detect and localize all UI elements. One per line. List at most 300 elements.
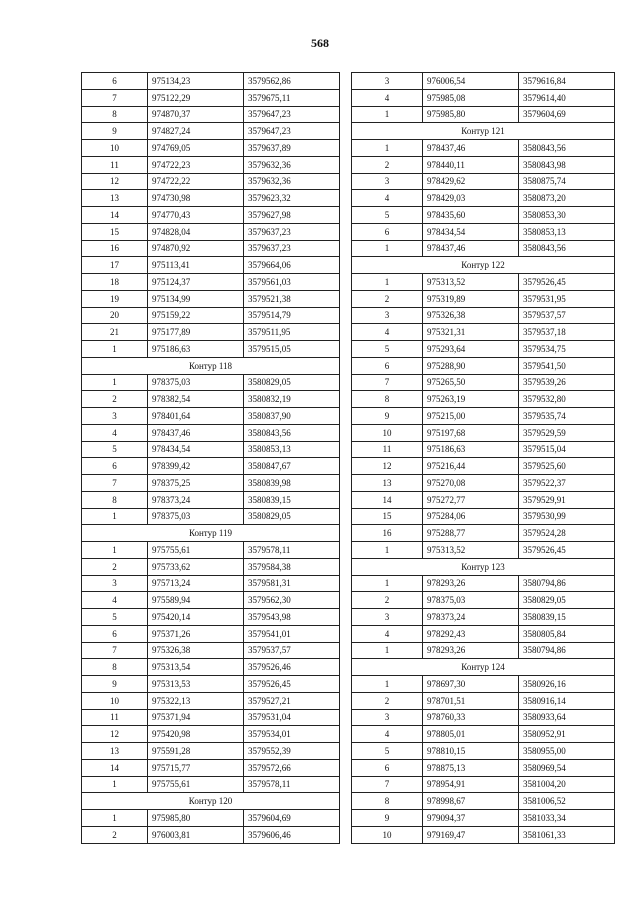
x-coordinate: 976006,54 xyxy=(423,73,519,90)
y-coordinate: 3579614,40 xyxy=(519,89,615,106)
coordinates-table-left xyxy=(81,72,340,844)
point-number: 2 xyxy=(82,391,148,408)
point-number: 5 xyxy=(352,341,423,358)
point-number: 1 xyxy=(352,106,423,123)
table-row xyxy=(82,324,340,341)
x-coordinate: 975159,22 xyxy=(148,307,244,324)
point-number: 4 xyxy=(352,625,423,642)
table-row xyxy=(352,73,615,90)
y-coordinate: 3579526,45 xyxy=(244,676,340,693)
x-coordinate: 975321,31 xyxy=(423,324,519,341)
y-coordinate: 3579637,89 xyxy=(244,140,340,157)
x-coordinate: 978429,03 xyxy=(423,190,519,207)
point-number: 4 xyxy=(82,592,148,609)
table-row xyxy=(82,140,340,157)
y-coordinate: 3579537,57 xyxy=(519,307,615,324)
table-row xyxy=(82,776,340,793)
table-row xyxy=(352,89,615,106)
point-number: 10 xyxy=(82,140,148,157)
point-number: 7 xyxy=(82,475,148,492)
y-coordinate: 3580843,56 xyxy=(519,240,615,257)
y-coordinate: 3579647,23 xyxy=(244,123,340,140)
contour-header-row xyxy=(82,357,340,374)
point-number: 3 xyxy=(352,709,423,726)
x-coordinate: 979169,47 xyxy=(423,826,519,843)
table-row xyxy=(352,290,615,307)
point-number: 7 xyxy=(352,776,423,793)
x-coordinate: 975313,53 xyxy=(148,676,244,693)
y-coordinate: 3580843,98 xyxy=(519,156,615,173)
table-row xyxy=(352,458,615,475)
table-row xyxy=(82,575,340,592)
y-coordinate: 3579537,57 xyxy=(244,642,340,659)
point-number: 6 xyxy=(82,458,148,475)
point-number: 11 xyxy=(352,441,423,458)
x-coordinate: 975420,14 xyxy=(148,609,244,626)
x-coordinate: 978293,26 xyxy=(423,575,519,592)
y-coordinate: 3579541,01 xyxy=(244,625,340,642)
y-coordinate: 3579581,31 xyxy=(244,575,340,592)
table-row xyxy=(352,625,615,642)
point-number: 1 xyxy=(82,776,148,793)
table-row xyxy=(352,207,615,224)
x-coordinate: 975186,63 xyxy=(423,441,519,458)
y-coordinate: 3580955,00 xyxy=(519,743,615,760)
table-row xyxy=(82,240,340,257)
y-coordinate: 3580847,67 xyxy=(244,458,340,475)
point-number: 1 xyxy=(352,575,423,592)
table-row xyxy=(352,190,615,207)
contour-header-row xyxy=(352,123,615,140)
table-row xyxy=(82,592,340,609)
y-coordinate: 3579535,74 xyxy=(519,408,615,425)
y-coordinate: 3579664,06 xyxy=(244,257,340,274)
y-coordinate: 3580969,54 xyxy=(519,759,615,776)
x-coordinate: 975985,80 xyxy=(148,810,244,827)
y-coordinate: 3580873,20 xyxy=(519,190,615,207)
contour-header: Контур 119 xyxy=(82,525,340,542)
x-coordinate: 978434,54 xyxy=(423,223,519,240)
x-coordinate: 975270,08 xyxy=(423,475,519,492)
x-coordinate: 978440,11 xyxy=(423,156,519,173)
x-coordinate: 975134,23 xyxy=(148,73,244,90)
point-number: 2 xyxy=(352,592,423,609)
x-coordinate: 975197,68 xyxy=(423,424,519,441)
x-coordinate: 975985,80 xyxy=(423,106,519,123)
contour-header-row xyxy=(352,257,615,274)
point-number: 1 xyxy=(352,676,423,693)
x-coordinate: 975215,00 xyxy=(423,408,519,425)
x-coordinate: 978375,25 xyxy=(148,475,244,492)
point-number: 2 xyxy=(352,692,423,709)
table-row xyxy=(352,341,615,358)
table-row xyxy=(352,307,615,324)
table-row xyxy=(82,642,340,659)
point-number: 5 xyxy=(352,743,423,760)
point-number: 1 xyxy=(82,341,148,358)
table-row xyxy=(82,341,340,358)
point-number: 1 xyxy=(352,240,423,257)
table-row xyxy=(82,73,340,90)
x-coordinate: 974769,05 xyxy=(148,140,244,157)
point-number: 3 xyxy=(352,173,423,190)
point-number: 4 xyxy=(352,89,423,106)
table-row xyxy=(82,491,340,508)
x-coordinate: 975420,98 xyxy=(148,726,244,743)
x-coordinate: 978697,30 xyxy=(423,676,519,693)
point-number: 3 xyxy=(82,575,148,592)
contour-header-row xyxy=(82,525,340,542)
table-row xyxy=(82,274,340,291)
y-coordinate: 3580832,19 xyxy=(244,391,340,408)
y-coordinate: 3580843,56 xyxy=(244,424,340,441)
y-coordinate: 3579524,28 xyxy=(519,525,615,542)
y-coordinate: 3581004,20 xyxy=(519,776,615,793)
x-coordinate: 974827,24 xyxy=(148,123,244,140)
table-row xyxy=(352,759,615,776)
y-coordinate: 3579526,46 xyxy=(244,659,340,676)
point-number: 11 xyxy=(82,156,148,173)
x-coordinate: 978701,51 xyxy=(423,692,519,709)
table-row xyxy=(82,458,340,475)
y-coordinate: 3580933,64 xyxy=(519,709,615,726)
point-number: 9 xyxy=(352,408,423,425)
point-number: 1 xyxy=(82,542,148,559)
y-coordinate: 3579511,95 xyxy=(244,324,340,341)
table-row xyxy=(82,709,340,726)
x-coordinate: 975313,52 xyxy=(423,274,519,291)
table-row xyxy=(82,625,340,642)
table-row xyxy=(352,223,615,240)
y-coordinate: 3579562,30 xyxy=(244,592,340,609)
x-coordinate: 975715,77 xyxy=(148,759,244,776)
table-row xyxy=(82,307,340,324)
x-coordinate: 975134,99 xyxy=(148,290,244,307)
x-coordinate: 975272,77 xyxy=(423,491,519,508)
y-coordinate: 3581061,33 xyxy=(519,826,615,843)
y-coordinate: 3579531,95 xyxy=(519,290,615,307)
point-number: 5 xyxy=(352,207,423,224)
point-number: 4 xyxy=(352,726,423,743)
y-coordinate: 3580843,56 xyxy=(519,140,615,157)
point-number: 1 xyxy=(352,274,423,291)
point-number: 19 xyxy=(82,290,148,307)
x-coordinate: 975589,94 xyxy=(148,592,244,609)
table-row xyxy=(352,491,615,508)
table-row xyxy=(82,826,340,843)
x-coordinate: 978293,26 xyxy=(423,642,519,659)
table-row xyxy=(82,190,340,207)
x-coordinate: 974870,37 xyxy=(148,106,244,123)
y-coordinate: 3579522,37 xyxy=(519,475,615,492)
point-number: 6 xyxy=(82,625,148,642)
table-row xyxy=(352,374,615,391)
point-number: 6 xyxy=(352,759,423,776)
point-number: 10 xyxy=(352,424,423,441)
x-coordinate: 975124,37 xyxy=(148,274,244,291)
table-row xyxy=(352,609,615,626)
point-number: 7 xyxy=(352,374,423,391)
x-coordinate: 975263,19 xyxy=(423,391,519,408)
x-coordinate: 975313,52 xyxy=(423,542,519,559)
x-coordinate: 975122,29 xyxy=(148,89,244,106)
y-coordinate: 3579578,11 xyxy=(244,776,340,793)
y-coordinate: 3579637,23 xyxy=(244,223,340,240)
table-row xyxy=(82,156,340,173)
table-row xyxy=(82,759,340,776)
table-row xyxy=(352,525,615,542)
contour-header: Контур 120 xyxy=(82,793,340,810)
y-coordinate: 3579532,80 xyxy=(519,391,615,408)
point-number: 15 xyxy=(352,508,423,525)
x-coordinate: 975326,38 xyxy=(423,307,519,324)
point-number: 3 xyxy=(352,307,423,324)
y-coordinate: 3579529,91 xyxy=(519,491,615,508)
point-number: 6 xyxy=(352,223,423,240)
point-number: 14 xyxy=(82,759,148,776)
x-coordinate: 978401,64 xyxy=(148,408,244,425)
contour-header: Контур 121 xyxy=(352,123,615,140)
x-coordinate: 975755,61 xyxy=(148,542,244,559)
point-number: 13 xyxy=(82,743,148,760)
y-coordinate: 3579627,98 xyxy=(244,207,340,224)
table-row xyxy=(352,357,615,374)
point-number: 20 xyxy=(82,307,148,324)
point-number: 14 xyxy=(352,491,423,508)
point-number: 9 xyxy=(82,676,148,693)
point-number: 13 xyxy=(352,475,423,492)
table-row xyxy=(352,642,615,659)
x-coordinate: 975591,28 xyxy=(148,743,244,760)
y-coordinate: 3580829,05 xyxy=(519,592,615,609)
point-number: 5 xyxy=(82,609,148,626)
table-row xyxy=(82,290,340,307)
point-number: 2 xyxy=(82,558,148,575)
x-coordinate: 978437,46 xyxy=(148,424,244,441)
y-coordinate: 3580853,13 xyxy=(519,223,615,240)
table-row xyxy=(82,424,340,441)
y-coordinate: 3580829,05 xyxy=(244,508,340,525)
point-number: 8 xyxy=(82,491,148,508)
x-coordinate: 975313,54 xyxy=(148,659,244,676)
x-coordinate: 975216,44 xyxy=(423,458,519,475)
y-coordinate: 3579515,04 xyxy=(519,441,615,458)
table-row xyxy=(352,726,615,743)
point-number: 15 xyxy=(82,223,148,240)
y-coordinate: 3579534,75 xyxy=(519,341,615,358)
y-coordinate: 3580829,05 xyxy=(244,374,340,391)
table-row xyxy=(82,441,340,458)
contour-header: Контур 122 xyxy=(352,257,615,274)
table-row xyxy=(352,793,615,810)
table-row xyxy=(352,709,615,726)
y-coordinate: 3580837,90 xyxy=(244,408,340,425)
y-coordinate: 3579623,32 xyxy=(244,190,340,207)
table-row xyxy=(82,475,340,492)
x-coordinate: 975326,38 xyxy=(148,642,244,659)
y-coordinate: 3580853,30 xyxy=(519,207,615,224)
x-coordinate: 978375,03 xyxy=(423,592,519,609)
contour-header-row xyxy=(352,659,615,676)
y-coordinate: 3580839,98 xyxy=(244,475,340,492)
point-number: 1 xyxy=(352,140,423,157)
y-coordinate: 3579647,23 xyxy=(244,106,340,123)
y-coordinate: 3580794,86 xyxy=(519,642,615,659)
x-coordinate: 978998,67 xyxy=(423,793,519,810)
x-coordinate: 975322,13 xyxy=(148,692,244,709)
table-row xyxy=(82,207,340,224)
table-row xyxy=(352,692,615,709)
y-coordinate: 3579606,46 xyxy=(244,826,340,843)
point-number: 13 xyxy=(82,190,148,207)
table-row xyxy=(82,173,340,190)
point-number: 10 xyxy=(352,826,423,843)
y-coordinate: 3580794,86 xyxy=(519,575,615,592)
x-coordinate: 975265,50 xyxy=(423,374,519,391)
point-number: 1 xyxy=(82,374,148,391)
y-coordinate: 3579531,04 xyxy=(244,709,340,726)
point-number: 9 xyxy=(82,123,148,140)
y-coordinate: 3579632,36 xyxy=(244,156,340,173)
table-row xyxy=(352,106,615,123)
point-number: 12 xyxy=(352,458,423,475)
y-coordinate: 3579539,26 xyxy=(519,374,615,391)
x-coordinate: 976003,81 xyxy=(148,826,244,843)
x-coordinate: 975371,94 xyxy=(148,709,244,726)
x-coordinate: 975293,64 xyxy=(423,341,519,358)
point-number: 4 xyxy=(352,324,423,341)
table-row xyxy=(82,542,340,559)
x-coordinate: 978373,24 xyxy=(148,491,244,508)
table-row xyxy=(352,575,615,592)
table-row xyxy=(352,810,615,827)
contour-header: Контур 118 xyxy=(82,357,340,374)
y-coordinate: 3579562,86 xyxy=(244,73,340,90)
y-coordinate: 3579584,38 xyxy=(244,558,340,575)
point-number: 10 xyxy=(82,692,148,709)
point-number: 2 xyxy=(352,156,423,173)
table-row xyxy=(352,173,615,190)
x-coordinate: 978437,46 xyxy=(423,140,519,157)
point-number: 4 xyxy=(352,190,423,207)
point-number: 2 xyxy=(82,826,148,843)
table-row xyxy=(82,257,340,274)
y-coordinate: 3579526,45 xyxy=(519,542,615,559)
point-number: 6 xyxy=(352,357,423,374)
point-number: 3 xyxy=(352,73,423,90)
x-coordinate: 975319,89 xyxy=(423,290,519,307)
table-row xyxy=(82,558,340,575)
y-coordinate: 3579525,60 xyxy=(519,458,615,475)
x-coordinate: 974770,43 xyxy=(148,207,244,224)
point-number: 12 xyxy=(82,726,148,743)
x-coordinate: 978760,33 xyxy=(423,709,519,726)
y-coordinate: 3580875,74 xyxy=(519,173,615,190)
y-coordinate: 3579561,03 xyxy=(244,274,340,291)
y-coordinate: 3580853,13 xyxy=(244,441,340,458)
y-coordinate: 3579543,98 xyxy=(244,609,340,626)
contour-header: Контур 124 xyxy=(352,659,615,676)
point-number: 14 xyxy=(82,207,148,224)
y-coordinate: 3579514,79 xyxy=(244,307,340,324)
contour-header: Контур 123 xyxy=(352,558,615,575)
x-coordinate: 978810,15 xyxy=(423,743,519,760)
x-coordinate: 974730,98 xyxy=(148,190,244,207)
point-number: 6 xyxy=(82,73,148,90)
x-coordinate: 975177,89 xyxy=(148,324,244,341)
x-coordinate: 978805,01 xyxy=(423,726,519,743)
point-number: 21 xyxy=(82,324,148,341)
x-coordinate: 978954,91 xyxy=(423,776,519,793)
table-row xyxy=(352,676,615,693)
table-row xyxy=(352,240,615,257)
table-row xyxy=(82,676,340,693)
y-coordinate: 3579527,21 xyxy=(244,692,340,709)
table-row xyxy=(352,156,615,173)
table-row xyxy=(82,123,340,140)
point-number: 8 xyxy=(82,659,148,676)
point-number: 8 xyxy=(82,106,148,123)
point-number: 8 xyxy=(352,391,423,408)
y-coordinate: 3579541,50 xyxy=(519,357,615,374)
page-number: 568 xyxy=(311,36,329,50)
table-row xyxy=(82,391,340,408)
table-row xyxy=(352,274,615,291)
table-row xyxy=(352,441,615,458)
point-number: 1 xyxy=(352,542,423,559)
point-number: 1 xyxy=(82,508,148,525)
x-coordinate: 974828,04 xyxy=(148,223,244,240)
point-number: 1 xyxy=(82,810,148,827)
x-coordinate: 974722,23 xyxy=(148,156,244,173)
y-coordinate: 3579632,36 xyxy=(244,173,340,190)
x-coordinate: 978434,54 xyxy=(148,441,244,458)
x-coordinate: 975733,62 xyxy=(148,558,244,575)
point-number: 3 xyxy=(82,408,148,425)
y-coordinate: 3579529,59 xyxy=(519,424,615,441)
point-number: 8 xyxy=(352,793,423,810)
x-coordinate: 978382,54 xyxy=(148,391,244,408)
x-coordinate: 975985,08 xyxy=(423,89,519,106)
x-coordinate: 978375,03 xyxy=(148,508,244,525)
y-coordinate: 3580926,16 xyxy=(519,676,615,693)
x-coordinate: 974722,22 xyxy=(148,173,244,190)
table-row xyxy=(82,106,340,123)
y-coordinate: 3579637,23 xyxy=(244,240,340,257)
table-row xyxy=(352,408,615,425)
x-coordinate: 975186,63 xyxy=(148,341,244,358)
x-coordinate: 978435,60 xyxy=(423,207,519,224)
table-row xyxy=(352,542,615,559)
x-coordinate: 978437,46 xyxy=(423,240,519,257)
point-number: 18 xyxy=(82,274,148,291)
table-row xyxy=(82,726,340,743)
table-row xyxy=(82,508,340,525)
table-row xyxy=(82,692,340,709)
table-row xyxy=(82,408,340,425)
coordinates-table-right xyxy=(351,72,615,844)
y-coordinate: 3579526,45 xyxy=(519,274,615,291)
table-row xyxy=(82,374,340,391)
y-coordinate: 3580805,84 xyxy=(519,625,615,642)
point-number: 4 xyxy=(82,424,148,441)
table-row xyxy=(352,826,615,843)
point-number: 1 xyxy=(352,642,423,659)
x-coordinate: 975755,61 xyxy=(148,776,244,793)
point-number: 11 xyxy=(82,709,148,726)
table-row xyxy=(82,743,340,760)
y-coordinate: 3580839,15 xyxy=(519,609,615,626)
